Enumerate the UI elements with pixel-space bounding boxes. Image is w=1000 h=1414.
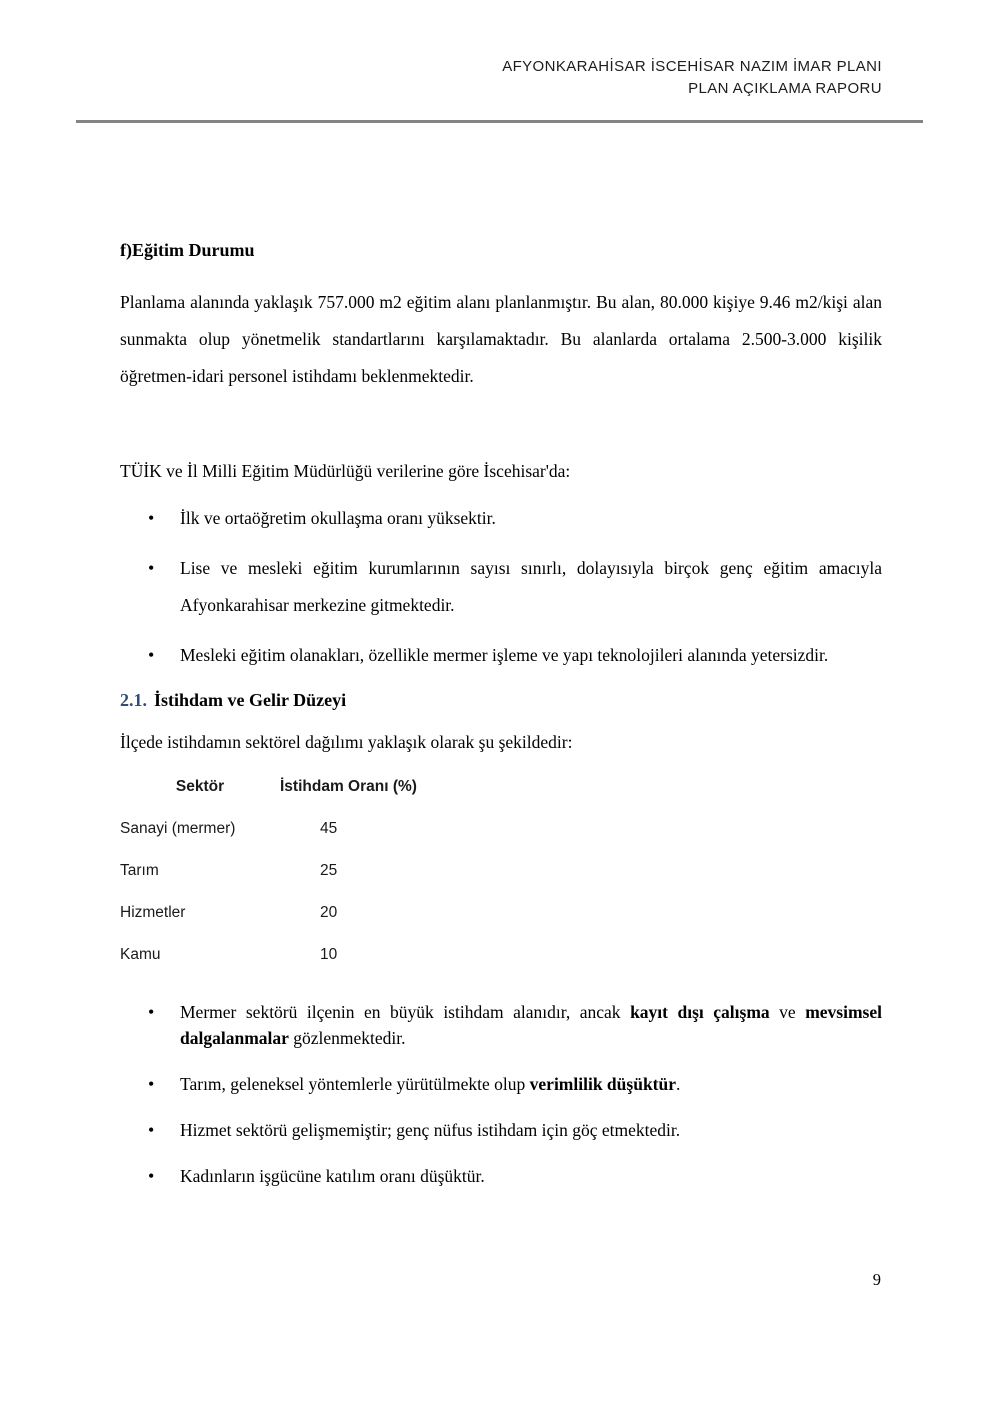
bullet-item [120,999,882,1051]
table-cell-sector: Hizmetler [120,904,186,921]
employment-intro: İlçede istihdamın sektörel dağılımı yaklaşık olarak şu şekildedir: [120,732,573,752]
column-header-sector: Sektör [175,778,225,795]
section-number: 2.1. [120,690,147,710]
table-cell-rate: 45 [320,820,338,837]
text-segment-bold: kayıt dışı çalışma [630,1002,770,1022]
table-cell-rate: 10 [320,946,338,963]
text-segment: ve [769,1002,806,1022]
bullet-item: • Mesleki eğitim olanakları, özellikle mermer işleme ve yapı teknolojileri alanında yetersizdir. [120,637,882,674]
table-cell-sector: Kamu [120,946,161,963]
document-header [502,56,882,100]
bullet-item [120,1071,882,1097]
text-segment: . [676,1074,681,1094]
table-row [120,945,882,965]
employment-bullet-list [120,999,882,1189]
section-heading-education: f)Eğitim Durumu [120,240,255,260]
header-divider [76,120,923,123]
table-row [120,903,882,923]
employment-table [120,777,882,965]
table-cell-rate: 25 [320,862,338,879]
text-segment: Kadınların işgücüne katılım oranı düşüktür. [180,1166,485,1186]
header-title-line1: AFYONKARAHİSAR İSCEHİSAR NAZIM İMAR PLANI [502,58,882,75]
header-title-line2: PLAN AÇIKLAMA RAPORU [688,80,882,97]
document-body [120,238,882,1209]
text-segment-bold: verimlilik düşüktür [529,1074,677,1094]
section-heading-employment [120,687,882,713]
text-segment: Hizmet sektörü gelişmemiştir; genç nüfus istihdam için göç etmektedir. [180,1120,681,1140]
education-intro: TÜİK ve İl Milli Eğitim Müdürlüğü verilerine göre İscehisar'da: [120,461,571,481]
text-segment: Mermer sektörü ilçenin en büyük istihdam alanıdır, ancak [180,1002,631,1022]
bullet-item: • İlk ve ortaöğretim okullaşma oranı yüksektir. [120,500,882,537]
text-segment-bold: mevsimsel dalgalanmalar [180,1002,882,1048]
table-cell-sector: Sanayi (mermer) [120,820,236,837]
table-header-row [120,777,882,797]
table-row [120,861,882,881]
text-segment: gözlenmektedir. [288,1028,406,1048]
table-cell-sector: Tarım [120,862,159,879]
bullet-item: • Lise ve mesleki eğitim kurumlarının sayısı sınırlı, dolayısıyla birçok genç eğitim amacıyla Afyonkarahisar merkezine gitmektedir. [120,550,882,624]
education-paragraph: Planlama alanında yaklaşık 757.000 m2 eğitim alanı planlanmıştır. Bu alan, 80.000 kişiye 9.46 m2/kişi alan sunmakta olup yönetmelik standartlarını karşılamaktadır. Bu alanlarda ortalama 2.500-3.000 kişilik öğretmen-idari personel istihdamı beklenmektedir. [120,292,882,386]
bullet-item [120,1117,882,1143]
column-header-rate: İstihdam Oranı (%) [280,778,417,795]
education-bullet-list [120,500,882,674]
table-cell-rate: 20 [320,904,338,921]
table-row [120,819,882,839]
text-segment: Tarım, geleneksel yöntemlerle yürütülmekte olup [180,1074,530,1094]
page-number: 9 [872,1270,881,1289]
bullet-item [120,1163,882,1189]
section-title: İstihdam ve Gelir Düzeyi [154,690,347,710]
